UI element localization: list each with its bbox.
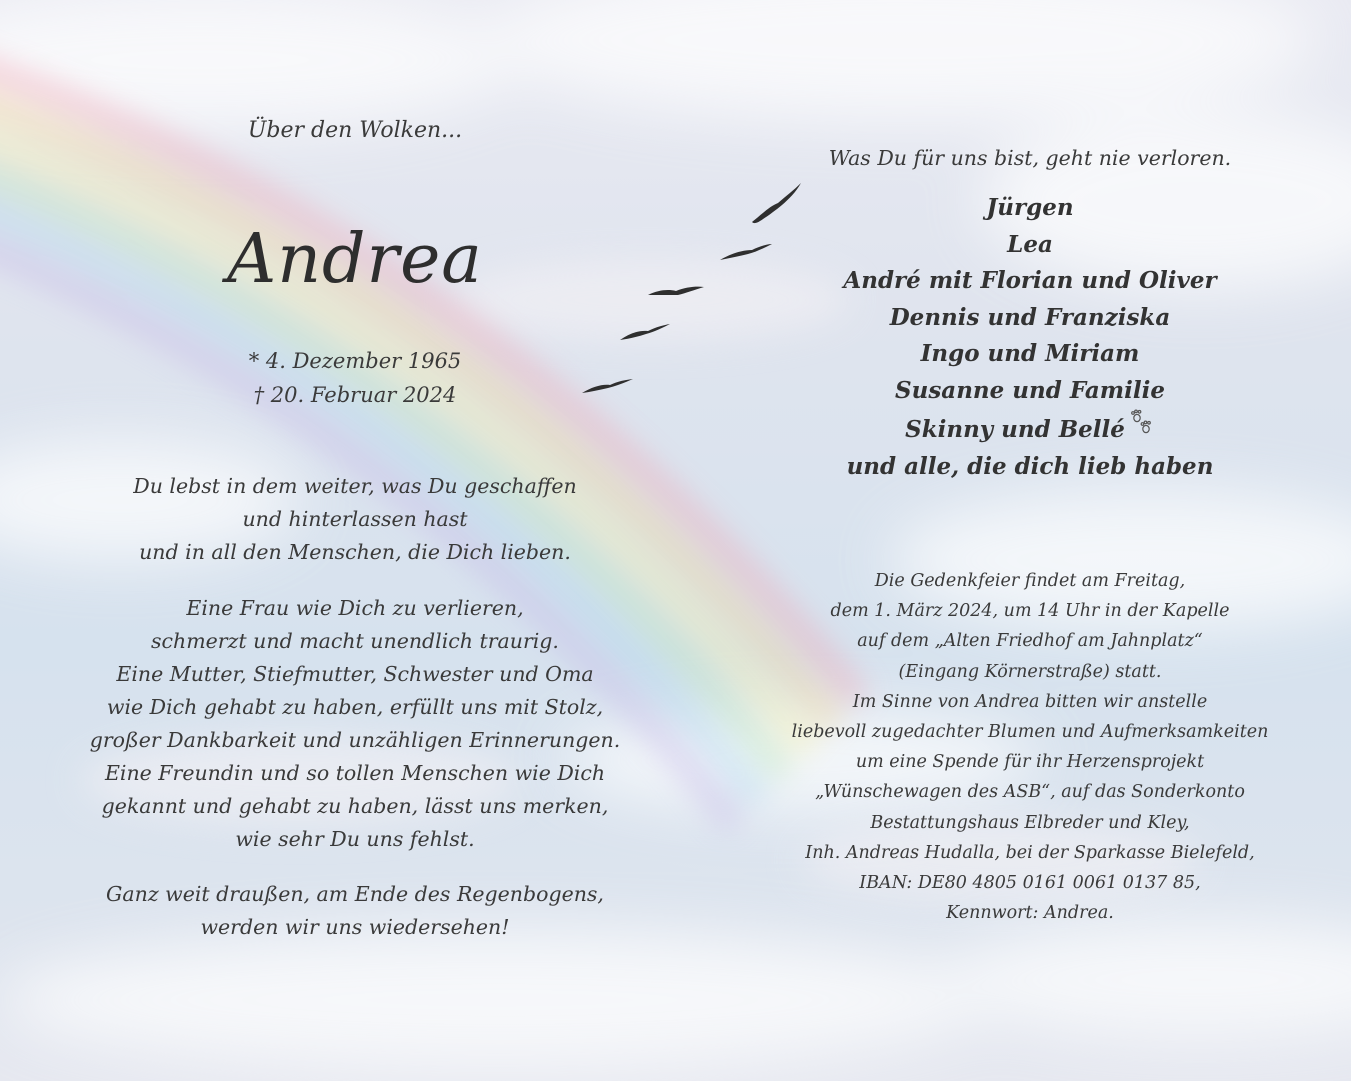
service-line: Im Sinne von Andrea bitten wir anstelle [852, 691, 1208, 712]
poem-line: großer Dankbarkeit und unzähligen Erinnerungen. [89, 728, 621, 752]
poem-line: Eine Mutter, Stiefmutter, Schwester und Oma [116, 662, 594, 686]
mourner: und alle, die dich lieb haben [846, 452, 1214, 480]
mourner: Dennis und Franziska [889, 303, 1171, 331]
subtitle: Über den Wolken... [247, 118, 463, 143]
service-line: Inh. Andreas Hudalla, bei der Sparkasse Bielefeld, [805, 842, 1255, 863]
mourner: Susanne und Familie [895, 376, 1165, 404]
service-line: liebevoll zugedachter Blumen und Aufmerksamkeiten [791, 722, 1269, 743]
service-line: auf dem „Alten Friedhof am Jahnplatz“ [857, 631, 1203, 652]
poem-line: und hinterlassen hast [242, 507, 468, 531]
iban: IBAN: DE80 4805 0161 0061 0137 85, [859, 873, 1201, 894]
mourner: Jürgen [986, 194, 1074, 221]
death-date: † 20. Februar 2024 [253, 383, 457, 407]
poem-line: Eine Freundin und so tollen Menschen wie Dich [104, 761, 606, 785]
service-line: dem 1. März 2024, um 14 Uhr in der Kapelle [830, 601, 1230, 622]
poem-line: und in all den Menschen, die Dich lieben. [139, 540, 571, 564]
service-line: Bestattungshaus Elbreder und Kley, [870, 812, 1190, 833]
service-line: „Wünschewagen des ASB“, auf das Sonderkonto [815, 782, 1245, 803]
service-details [760, 566, 1300, 928]
mourner: Lea [1007, 230, 1053, 258]
mourner: André mit Florian und Oliver [843, 267, 1217, 294]
mourner-pets [760, 409, 1300, 449]
memorial-quote: Was Du für uns bist, geht nie verloren. [828, 146, 1232, 170]
poem-line: werden wir uns wiedersehen! [200, 915, 510, 939]
life-dates [60, 344, 650, 412]
service-line: Die Gedenkfeier findet am Freitag, [874, 571, 1186, 591]
poem-line: Du lebst in dem weiter, was Du geschaffen [133, 474, 577, 498]
poem-line: Ganz weit draußen, am Ende des Regenbogens, [106, 882, 604, 906]
service-line: Kennwort: Andrea. [946, 903, 1114, 924]
poem-line: Eine Frau wie Dich zu verlieren, [186, 596, 524, 620]
pawprint-icon [1129, 409, 1155, 449]
deceased-name: Andrea [227, 220, 483, 299]
birth-date: * 4. Dezember 1965 [248, 349, 462, 373]
service-line: (Eingang Körnerstraße) statt. [898, 661, 1162, 682]
poem-line: wie Dich gehabt zu haben, erfüllt uns mit Stolz, [106, 695, 604, 719]
poem-line: gekannt und gehabt zu haben, lässt uns merken, [101, 794, 609, 818]
mourner: Ingo und Miriam [920, 340, 1140, 367]
service-line: um eine Spende für ihr Herzensprojekt [855, 752, 1205, 773]
poem-stanza-1 [60, 470, 650, 569]
mourners-list [760, 190, 1300, 485]
poem-stanza-3 [60, 878, 650, 944]
poem-line: wie sehr Du uns fehlst. [235, 827, 475, 851]
mourner: Skinny und Bellé [905, 416, 1125, 443]
poem-stanza-2 [60, 592, 650, 856]
poem-line: schmerzt und macht unendlich traurig. [151, 629, 559, 653]
